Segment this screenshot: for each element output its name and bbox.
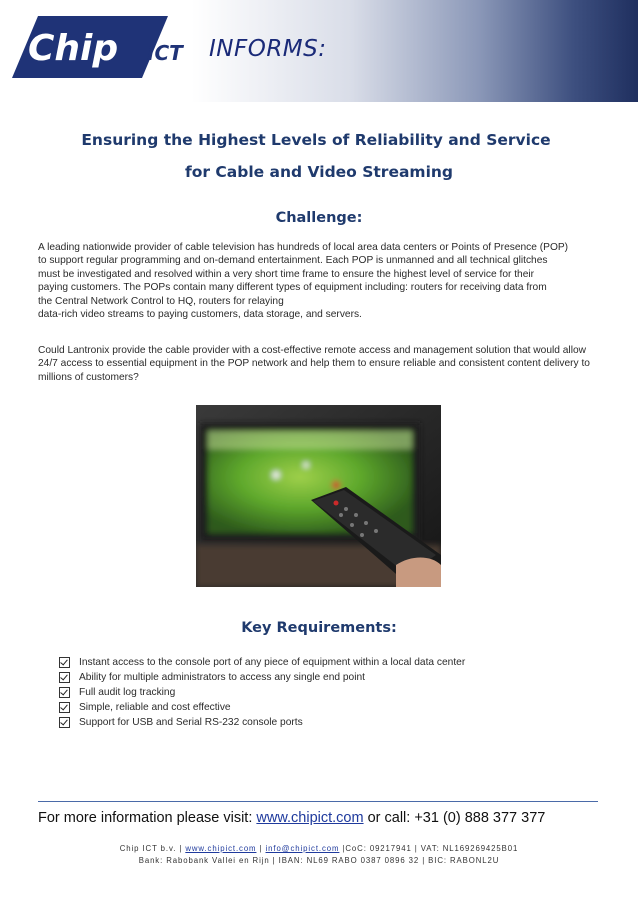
challenge-line: to support regular programming and on-demand entertainment. Each POP is unmanned and all technical glitches xyxy=(38,255,548,267)
challenge-line: must be investigated and resolved within a very short time frame to ensure the highest level of service for their xyxy=(38,268,535,280)
website-link[interactable]: www.chipict.com xyxy=(256,810,364,826)
challenge-line: A leading nationwide provider of cable television has hundreds of local area data centers or Points of Presence (POP) xyxy=(38,242,569,253)
checkbox-icon xyxy=(59,657,70,668)
list-item xyxy=(59,670,465,685)
title-line-1: Ensuring the Highest Levels of Reliability and Service xyxy=(81,131,551,149)
list-item xyxy=(59,655,465,670)
logo-ict-text: ICT xyxy=(147,41,183,65)
checkbox-icon xyxy=(59,687,70,698)
challenge-line: data-rich video streams to paying customers, data storage, and servers. xyxy=(38,309,362,321)
challenge-paragraph-2: Could Lantronix provide the cable provider with a cost-effective remote access and management solution that would allow 24/7 access to essential equipment in the POP network and help them to ensure reliable and consistent content delivery to millions of customers? xyxy=(38,345,590,383)
informs-heading: INFORMS: xyxy=(209,36,327,62)
requirement-text: Simple, reliable and cost effective xyxy=(79,702,231,713)
challenge-line: paying customers. The POPs contain many different types of equipment including: routers for receiving data from xyxy=(38,282,547,294)
tv-remote-photo xyxy=(196,405,441,587)
challenge-heading: Challenge: xyxy=(275,210,363,226)
challenge-paragraph-1 xyxy=(38,241,606,321)
contact-prefix: For more information please visit: xyxy=(38,810,257,826)
list-item xyxy=(59,700,465,715)
footer-company: Chip ICT b.v. | xyxy=(119,844,186,853)
checkbox-icon xyxy=(59,672,70,683)
requirement-text: Ability for multiple administrators to access any single end point xyxy=(79,672,365,683)
logo-chip-text: Chip xyxy=(28,28,119,69)
requirement-text: Instant access to the console port of any piece of equipment within a local data center xyxy=(79,657,466,668)
footer-line-2: Bank: Rabobank Vallei en Rijn | IBAN: NL69 RABO 0387 0896 32 | BIC: RABONL2U xyxy=(138,856,500,865)
key-requirements-heading: Key Requirements: xyxy=(241,620,397,636)
list-item xyxy=(59,685,465,700)
title-line-2: for Cable and Video Streaming xyxy=(184,163,454,181)
footer-website-link[interactable]: www.chipict.com xyxy=(185,844,257,853)
footer-email-link[interactable]: info@chipict.com xyxy=(265,844,340,853)
contact-phone: or call: +31 (0) 888 377 377 xyxy=(363,810,546,826)
footer-registration: |CoC: 09217941 | VAT: NL169269425B01 xyxy=(339,844,519,853)
chip-ict-logo xyxy=(12,14,192,80)
checkbox-icon xyxy=(59,702,70,713)
footer-separator: | xyxy=(256,844,266,853)
list-item xyxy=(59,715,465,730)
challenge-line: the Central Network Control to HQ, routers for relaying xyxy=(38,295,284,307)
footer-divider xyxy=(38,801,598,802)
requirement-text: Support for USB and Serial RS-232 console ports xyxy=(79,717,303,728)
contact-line xyxy=(38,810,618,826)
checkbox-icon xyxy=(59,717,70,728)
requirement-text: Full audit log tracking xyxy=(79,687,176,698)
requirements-list xyxy=(59,655,465,730)
footer-line-1 xyxy=(0,844,638,853)
